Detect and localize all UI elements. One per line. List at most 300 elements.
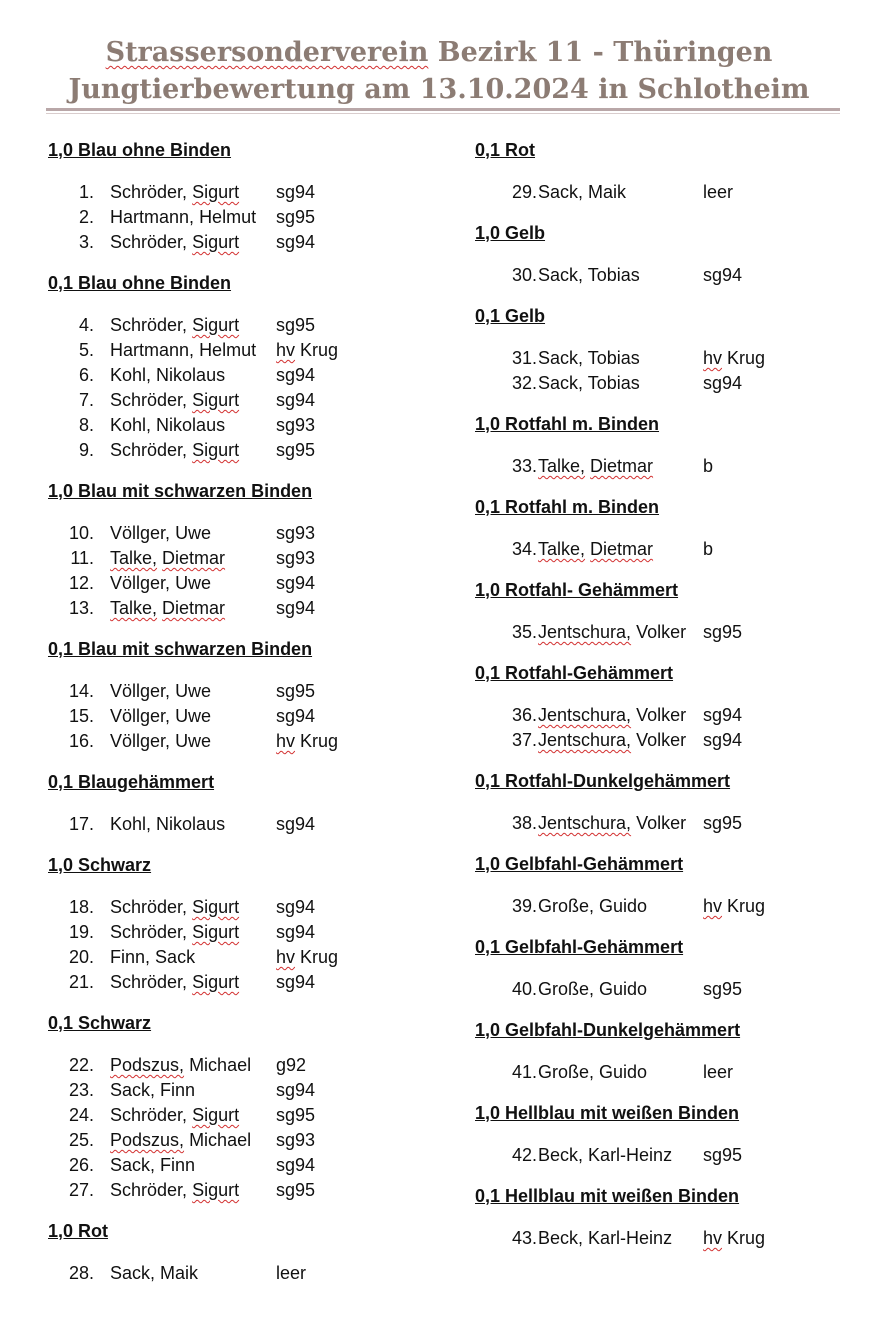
breeder-surname: Hartmann, [110,207,195,227]
class-section [48,1011,448,1203]
rating: sg94 [703,265,743,285]
rating: sg94 [276,232,316,252]
rating: sg95 [276,207,316,227]
breeder-name [538,1143,672,1168]
entry-number: 20. [68,947,94,967]
entry-list [48,895,448,995]
breeder-firstname: Sigurt [192,315,240,335]
breeder-firstname: Guido [599,979,648,999]
class-heading: 1,0 Blau mit schwarzen Binden [48,481,313,501]
breeder-firstname: Uwe [175,573,212,593]
entry-number: 36. [511,705,537,725]
class-section [475,412,875,479]
rating: sg94 [276,1080,316,1100]
list-item [475,263,875,288]
title-district: Bezirk 11 - Thüringen [428,37,773,68]
rating: sg95 [276,681,316,701]
entry-number: 30. [511,265,537,285]
breeder-surname: Große, [538,979,595,999]
class-section [475,578,875,645]
breeder-surname: Schröder, [110,897,188,917]
breeder-name [110,1128,251,1153]
class-section [475,661,875,753]
class-section [48,637,448,754]
entry-number: 37. [511,730,537,750]
breeder-firstname: Sigurt [192,897,240,917]
list-item [48,1103,448,1128]
breeder-firstname: Volker [636,705,687,725]
list-item [475,537,875,562]
entry-number: 23. [68,1080,94,1100]
class-section [48,138,448,255]
breeder-name [110,363,225,388]
breeder-surname: Schröder, [110,972,188,992]
class-section [475,304,875,396]
breeder-surname: Jentschura, [538,622,632,642]
breeder-firstname: Sigurt [192,440,240,460]
breeder-surname: Völlger, [110,573,171,593]
entry-number: 22. [68,1055,94,1075]
entry-number: 17. [68,814,94,834]
list-item [475,620,875,645]
breeder-surname: Jentschura, [538,813,632,833]
entry-number: 1. [78,182,94,202]
breeder-surname: Völlger, [110,706,171,726]
rating: sg94 [703,705,743,725]
breeder-surname: Podszus, [110,1130,185,1150]
breeder-surname: Beck, [538,1145,584,1165]
class-section [475,495,875,562]
entry-number: 16. [68,731,94,751]
breeder-firstname: Sigurt [192,1180,240,1200]
rating: sg95 [276,440,316,460]
class-section [475,138,875,205]
rating: hv Krug [276,731,339,751]
class-heading: 0,1 Blau ohne Binden [48,273,232,293]
entry-number: 31. [511,348,537,368]
entry-number: 2. [78,207,94,227]
rating: sg94 [276,573,316,593]
entry-number: 19. [68,922,94,942]
breeder-surname: Schröder, [110,232,188,252]
breeder-name [538,346,640,371]
breeder-firstname: Volker [636,813,687,833]
entry-number: 3. [78,232,94,252]
breeder-firstname: Uwe [175,706,212,726]
list-item [48,438,448,463]
breeder-firstname: Karl-Heinz [588,1228,673,1248]
list-item [475,454,875,479]
list-item [48,205,448,230]
breeder-surname: Schröder, [110,440,188,460]
rating: hv Krug [703,896,766,916]
breeder-surname: Finn, [110,947,151,967]
entry-list [48,1053,448,1203]
rating: sg93 [276,548,316,568]
class-section [475,1018,875,1085]
entry-number: 12. [68,573,94,593]
breeder-name [538,728,686,753]
breeder-firstname: Michael [189,1130,252,1150]
title [0,34,878,71]
class-heading: 1,0 Rotfahl m. Binden [475,414,660,434]
entry-number: 8. [78,415,94,435]
entry-number: 40. [511,979,537,999]
entry-number: 27. [68,1180,94,1200]
breeder-firstname: Karl-Heinz [588,1145,673,1165]
list-item [48,230,448,255]
list-item [475,894,875,919]
breeder-surname: Große, [538,896,595,916]
subtitle: Jungtierbewertung am 13.10.2024 in Schlotheim [68,74,810,105]
entry-list [475,703,875,753]
breeder-name [110,920,239,945]
breeder-firstname: Sigurt [192,182,240,202]
breeder-name [110,546,225,571]
breeder-firstname: Tobias [587,265,640,285]
breeder-firstname: Maik [588,182,627,202]
breeder-surname: Talke, [110,598,158,618]
class-section [48,1219,448,1286]
rating: sg94 [276,390,316,410]
breeder-name [110,571,211,596]
right-column [475,138,875,1267]
entry-number: 33. [511,456,537,476]
breeder-name [538,703,686,728]
breeder-firstname: Volker [636,730,687,750]
entry-number: 15. [68,706,94,726]
class-heading: 1,0 Hellblau mit weißen Binden [475,1103,740,1123]
breeder-name [538,1226,672,1251]
entry-number: 13. [68,598,94,618]
breeder-name [110,205,256,230]
entry-number: 4. [78,315,94,335]
list-item [48,596,448,621]
entry-number: 9. [78,440,94,460]
list-item [48,180,448,205]
rating: sg95 [703,813,743,833]
rating: hv Krug [276,340,339,360]
entry-number: 26. [68,1155,94,1175]
entry-list [475,1143,875,1168]
breeder-surname: Schröder, [110,1105,188,1125]
entry-list [475,894,875,919]
list-item [48,313,448,338]
list-item [48,1261,448,1286]
breeder-surname: Hartmann, [110,340,195,360]
rating: leer [703,1062,734,1082]
breeder-firstname: Guido [599,896,648,916]
entry-list [475,454,875,479]
breeder-surname: Sack, [538,348,584,368]
breeder-name [110,704,211,729]
breeder-surname: Kohl, [110,365,152,385]
entry-number: 5. [78,340,94,360]
rating: sg93 [276,523,316,543]
breeder-surname: Talke, [538,456,586,476]
breeder-name [110,1153,195,1178]
breeder-surname: Sack, [538,182,584,202]
breeder-name [110,596,225,621]
rating: sg95 [703,979,743,999]
class-heading: 0,1 Hellblau mit weißen Binden [475,1186,740,1206]
entry-number: 24. [68,1105,94,1125]
breeder-firstname: Sigurt [192,972,240,992]
list-item [475,703,875,728]
entry-list [48,313,448,463]
list-item [48,920,448,945]
rating: g92 [276,1055,307,1075]
breeder-firstname: Tobias [587,373,640,393]
entry-number: 10. [68,523,94,543]
breeder-surname: Schröder, [110,390,188,410]
list-item [475,180,875,205]
rating-hv: hv [703,896,723,916]
breeder-firstname: Sigurt [192,922,240,942]
class-heading: 0,1 Blaugehämmert [48,772,215,792]
entry-list [475,1226,875,1251]
entry-list [48,679,448,754]
breeder-firstname: Dietmar [590,456,654,476]
breeder-name [110,970,239,995]
rating: sg94 [276,182,316,202]
breeder-firstname: Uwe [175,681,212,701]
list-item [48,1053,448,1078]
breeder-name [110,1178,239,1203]
breeder-surname: Sack, [538,373,584,393]
class-heading: 1,0 Blau ohne Binden [48,140,232,160]
breeder-name [110,313,239,338]
breeder-surname: Sack, [538,265,584,285]
rating: sg94 [276,706,316,726]
entry-number: 39. [511,896,537,916]
entry-number: 32. [511,373,537,393]
class-section [48,770,448,837]
class-heading: 0,1 Rotfahl m. Binden [475,497,660,517]
breeder-firstname: Helmut [199,207,257,227]
breeder-firstname: Nikolaus [156,814,226,834]
rating-hv: hv [276,731,296,751]
class-heading: 1,0 Schwarz [48,855,152,875]
rating: sg94 [276,922,316,942]
class-section [475,1101,875,1168]
breeder-name [110,812,225,837]
list-item [48,571,448,596]
breeder-name [538,263,640,288]
breeder-surname: Kohl, [110,415,152,435]
breeder-surname: Jentschura, [538,730,632,750]
entry-number: 11. [70,548,94,568]
list-item [48,945,448,970]
entry-number: 6. [78,365,94,385]
list-item [48,895,448,920]
list-item [48,679,448,704]
entry-number: 29. [511,182,537,202]
breeder-name [538,620,686,645]
breeder-firstname: Maik [160,1263,199,1283]
rating-hv: hv [703,348,723,368]
breeder-firstname: Tobias [587,348,640,368]
class-section [48,479,448,621]
breeder-name [110,180,239,205]
entry-list [475,180,875,205]
rating: sg94 [276,598,316,618]
entry-number: 7. [78,390,94,410]
class-heading: 0,1 Rotfahl-Gehämmert [475,663,674,683]
entry-number: 14. [68,681,94,701]
breeder-surname: Sack, [110,1263,156,1283]
breeder-surname: Talke, [110,548,158,568]
entry-list [475,346,875,396]
class-heading: 0,1 Blau mit schwarzen Binden [48,639,313,659]
rating: leer [276,1263,307,1283]
rating-hv: hv [703,1228,723,1248]
rating: sg94 [276,972,316,992]
list-item [475,371,875,396]
rating: sg95 [703,622,743,642]
rating: sg94 [276,1155,316,1175]
class-heading: 1,0 Gelbfahl-Dunkelgehämmert [475,1020,741,1040]
breeder-surname: Völlger, [110,523,171,543]
class-heading: 0,1 Schwarz [48,1013,152,1033]
breeder-surname: Große, [538,1062,595,1082]
breeder-name [538,894,647,919]
breeder-surname: Schröder, [110,182,188,202]
entry-number: 21. [68,972,94,992]
breeder-firstname: Nikolaus [156,415,226,435]
breeder-name [110,895,239,920]
entry-list [475,620,875,645]
breeder-firstname: Sigurt [192,390,240,410]
breeder-surname: Schröder, [110,1180,188,1200]
class-heading: 0,1 Rot [475,140,536,160]
breeder-surname: Sack, [110,1080,156,1100]
entry-number: 34. [511,539,537,559]
breeder-name [110,679,211,704]
entry-number: 18. [68,897,94,917]
breeder-firstname: Guido [599,1062,648,1082]
breeder-surname: Podszus, [110,1055,185,1075]
left-column [48,138,448,1302]
breeder-firstname: Dietmar [162,598,226,618]
class-section [48,853,448,995]
list-item [48,704,448,729]
breeder-name [110,230,239,255]
class-section [475,221,875,288]
class-section [475,1184,875,1251]
list-item [48,1178,448,1203]
rating: sg94 [703,730,743,750]
list-item [48,363,448,388]
rating: sg93 [276,415,316,435]
rating: sg94 [276,365,316,385]
rating: hv Krug [703,1228,766,1248]
entry-number: 41. [511,1062,537,1082]
breeder-surname: Sack, [110,1155,156,1175]
breeder-name [538,454,653,479]
breeder-firstname: Sigurt [192,1105,240,1125]
breeder-name [538,1060,647,1085]
rating: sg93 [276,1130,316,1150]
rating: sg95 [276,315,316,335]
entry-list [475,1060,875,1085]
class-heading: 1,0 Gelb [475,223,546,243]
breeder-firstname: Helmut [199,340,257,360]
list-item [48,388,448,413]
rating: sg95 [703,1145,743,1165]
rating: sg94 [276,897,316,917]
breeder-name [110,438,239,463]
list-item [475,1060,875,1085]
list-item [48,1128,448,1153]
list-item [475,811,875,836]
breeder-name [110,1261,198,1286]
breeder-name [538,180,626,205]
rating: sg95 [276,1105,316,1125]
entry-list [48,521,448,621]
document-header [0,34,878,108]
entry-list [475,977,875,1002]
class-heading: 1,0 Rot [48,1221,109,1241]
class-heading: 0,1 Rotfahl-Dunkelgehämmert [475,771,731,791]
breeder-surname: Völlger, [110,731,171,751]
entry-number: 25. [68,1130,94,1150]
entry-list [475,811,875,836]
breeder-surname: Kohl, [110,814,152,834]
breeder-firstname: Sack [155,947,196,967]
club-name: Strassersonderverein [105,37,429,68]
breeder-surname: Schröder, [110,922,188,942]
breeder-firstname: Dietmar [590,539,654,559]
entry-number: 35. [511,622,537,642]
breeder-name [110,1053,251,1078]
breeder-name [110,388,239,413]
breeder-surname: Beck, [538,1228,584,1248]
entry-list [48,812,448,837]
breeder-surname: Jentschura, [538,705,632,725]
breeder-surname: Völlger, [110,681,171,701]
rating-hv: hv [276,947,296,967]
entry-number: 38. [511,813,537,833]
breeder-firstname: Michael [189,1055,252,1075]
entry-list [48,180,448,255]
breeder-name [538,977,647,1002]
entry-list [475,537,875,562]
breeder-firstname: Dietmar [162,548,226,568]
list-item [48,970,448,995]
list-item [475,728,875,753]
class-section [475,852,875,919]
entry-number: 28. [68,1263,94,1283]
breeder-surname: Talke, [538,539,586,559]
list-item [48,413,448,438]
breeder-name [110,338,256,363]
class-heading: 1,0 Rotfahl- Gehämmert [475,580,679,600]
class-heading: 0,1 Gelb [475,306,546,326]
breeder-name [538,371,640,396]
breeder-name [110,413,225,438]
rating-hv: hv [276,340,296,360]
list-item [475,1143,875,1168]
rating: leer [703,182,734,202]
list-item [48,729,448,754]
list-item [475,977,875,1002]
breeder-firstname: Volker [636,622,687,642]
rating: hv Krug [703,348,766,368]
entry-list [475,263,875,288]
list-item [48,338,448,363]
list-item [475,346,875,371]
